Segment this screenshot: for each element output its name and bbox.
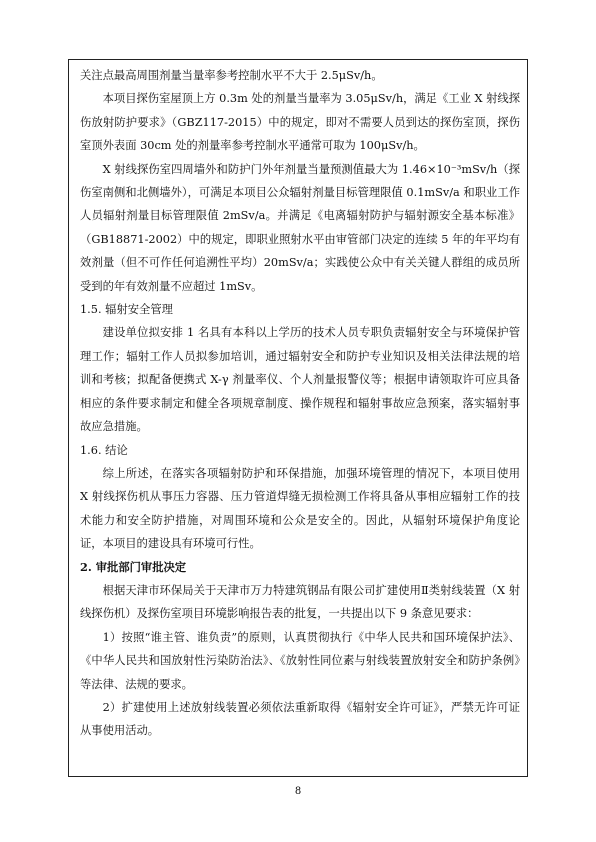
page-number: 8 <box>294 786 302 797</box>
paragraph-wall-dose: X 射线探伤室四周墙外和防护门外年剂量当量预测值最大为 1.46×10⁻³mSv/h（探伤室南侧和北侧墙外），可满足本项目公众辐射剂量目标管理限值 0.1mSv/a 和职业工作人员辐射剂量目标管理限值 2mSv/a。并满足《电离辐射防护与辐射源安全基本标准》（GB18871-2002）中的规定，即职业照射水平由审管部门决定的连续 5 年的年平均有效剂量（但不可作任何追溯性平均）20mSv/a；实践使公众中有关关键人群组的成员所受到的年有效剂量不应超过 1mSv。 <box>80 162 520 293</box>
section-1-6-body: 综上所述，在落实各项辐射防护和环保措施，加强环境管理的情况下，本项目使用 X 射线探伤机从事压力容器、压力管道焊缝无损检测工作将具备从事相应辐射工作的技术能力和安全防护措施，对周围环境和公众是安全的。因此，从辐射环境保护角度论证，本项目的建设具有环境可行性。 <box>80 466 520 551</box>
document-body <box>80 64 520 743</box>
section-1-5-heading: 1.5. 辐射安全管理 <box>80 303 173 317</box>
section-1-5-body: 建设单位拟安排 1 名具有本科以上学历的技术人员专职负责辐射安全与环境保护管理工作；辐射工作人员拟参加培训，通过辐射安全和防护专业知识及相关法律法规的培训和考核；拟配备便携式 X-γ 剂量率仪、个人剂量报警仪等；根据申请领取许可应具备相应的条件要求制定和健全各项规章制度、操作规程和辐射事故应急预案，落实辐射事故应急措施。 <box>80 326 520 434</box>
paragraph-dose-limit: 关注点最高周围剂量当量率参考控制水平不大于 2.5μSv/h。 <box>80 69 383 82</box>
paragraph-roof-dose: 本项目探伤室屋顶上方 0.3m 处的剂量当量率为 3.05μSv/h，满足《工业 X 射线探伤放射防护要求》（GBZ117-2015）中的规定，即对不需要人员到达的探伤室顶，探伤室顶外表面 30cm 处的剂量率参考控制水平通常可取为 100μSv/h。 <box>80 92 520 153</box>
section-1-6-heading: 1.6. 结论 <box>80 443 128 457</box>
section-2-heading: 2. 审批部门审批决定 <box>80 559 187 574</box>
section-2-item-2: 2）扩建使用上述放射线装置必须依法重新取得《辐射安全许可证》，严禁无许可证从事使用活动。 <box>80 700 520 738</box>
section-2-intro: 根据天津市环保局关于天津市万力特建筑钢品有限公司扩建使用Ⅱ类射线装置（X 射线探伤机）及探伤室项目环境影响报告表的批复，一共提出以下 9 条意见要求： <box>80 583 520 621</box>
section-2-item-1: 1）按照“谁主管、谁负责”的原则，认真贯彻执行《中华人民共和国环境保护法》、《中华人民共和国放射性污染防治法》、《放射性同位素与射线装置放射安全和防护条例》等法律、法规的要求。 <box>80 630 520 691</box>
